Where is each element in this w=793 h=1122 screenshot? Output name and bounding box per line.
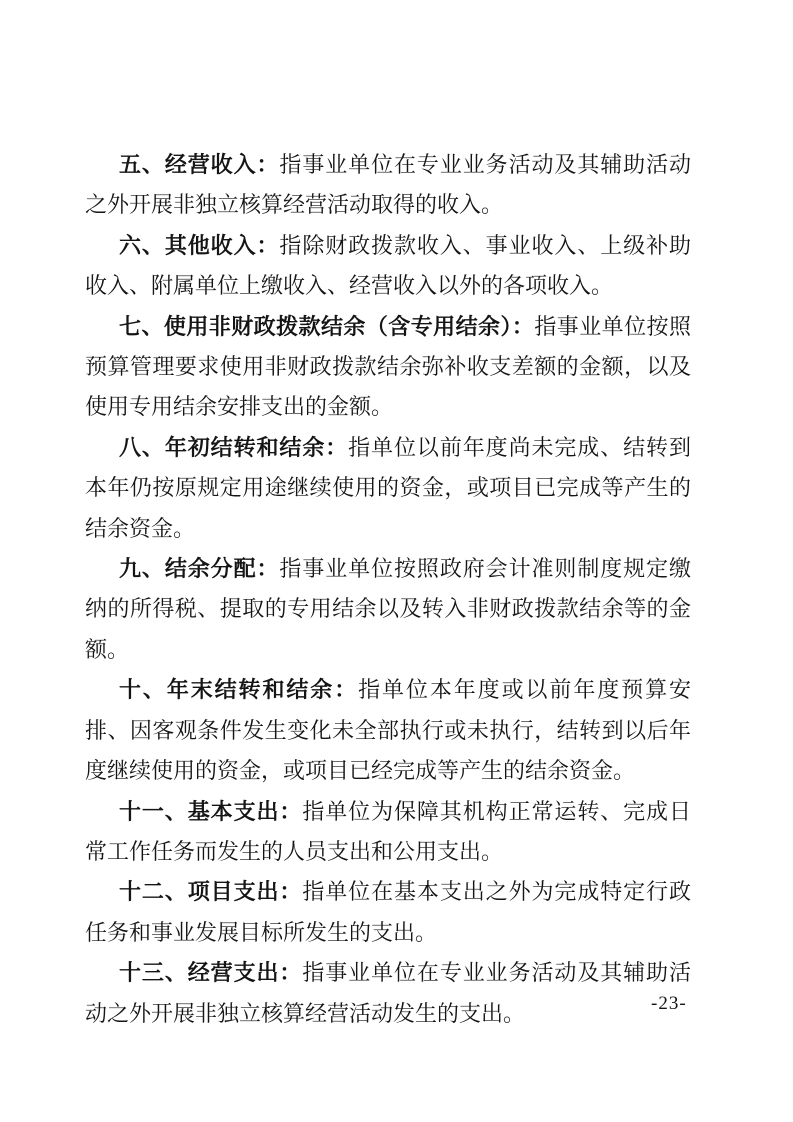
term-definition: 指事业单位在专业业务活动及其辅助活动之外开展非独立核算经营活动发生的支出。 <box>85 960 691 1026</box>
definition-paragraph-7 <box>85 307 691 428</box>
definition-paragraph-12 <box>85 872 691 953</box>
term-label: 十三、经营支出： <box>119 960 303 986</box>
definition-paragraph-6 <box>85 226 691 307</box>
definition-paragraph-11 <box>85 792 691 873</box>
document-body <box>85 145 691 1034</box>
term-label: 十、年末结转和结余： <box>119 677 359 703</box>
definition-paragraph-13 <box>85 953 691 1034</box>
term-definition: 指事业单位按照政府会计准则制度规定缴纳的所得税、提取的专用结余以及转入非财政拨款结余等的金额。 <box>85 556 691 662</box>
term-definition: 指事业单位在专业业务活动及其辅助活动之外开展非独立核算经营活动取得的收入。 <box>85 152 691 218</box>
definition-paragraph-10 <box>85 670 691 791</box>
definition-paragraph-8 <box>85 428 691 549</box>
term-definition: 指除财政拨款收入、事业收入、上级补助收入、附属单位上缴收入、经营收入以外的各项收入。 <box>85 232 691 299</box>
term-label: 十二、项目支出： <box>119 879 303 905</box>
term-definition: 指单位在基本支出之外为完成特定行政任务和事业发展目标所发生的支出。 <box>85 879 691 945</box>
page-number: -23- <box>651 993 687 1014</box>
term-label: 八、年初结转和结余： <box>119 434 349 460</box>
term-definition: 指单位以前年度尚未完成、结转到本年仍按原规定用途继续使用的资金，或项目已完成等产生的结余资金。 <box>85 434 691 541</box>
term-label: 九、结余分配： <box>119 556 280 582</box>
definition-paragraph-9 <box>85 549 691 670</box>
term-definition: 指单位为保障其机构正常运转、完成日常工作任务而发生的人员支出和公用支出。 <box>85 798 691 864</box>
term-label: 五、经营收入： <box>119 152 280 177</box>
term-label: 六、其他收入： <box>119 232 280 258</box>
term-definition: 指事业单位按照预算管理要求使用非财政拨款结余弥补收支差额的金额，以及使用专用结余安排支出的金额。 <box>85 313 691 420</box>
term-label: 七、使用非财政拨款结余（含专用结余）： <box>119 313 535 339</box>
term-label: 十一、基本支出： <box>119 798 303 824</box>
definition-paragraph-5 <box>85 145 691 226</box>
term-definition: 指单位本年度或以前年度预算安排、因客观条件发生变化未全部执行或未执行，结转到以后年度继续使用的资金，或项目已经完成等产生的结余资金。 <box>85 677 691 784</box>
